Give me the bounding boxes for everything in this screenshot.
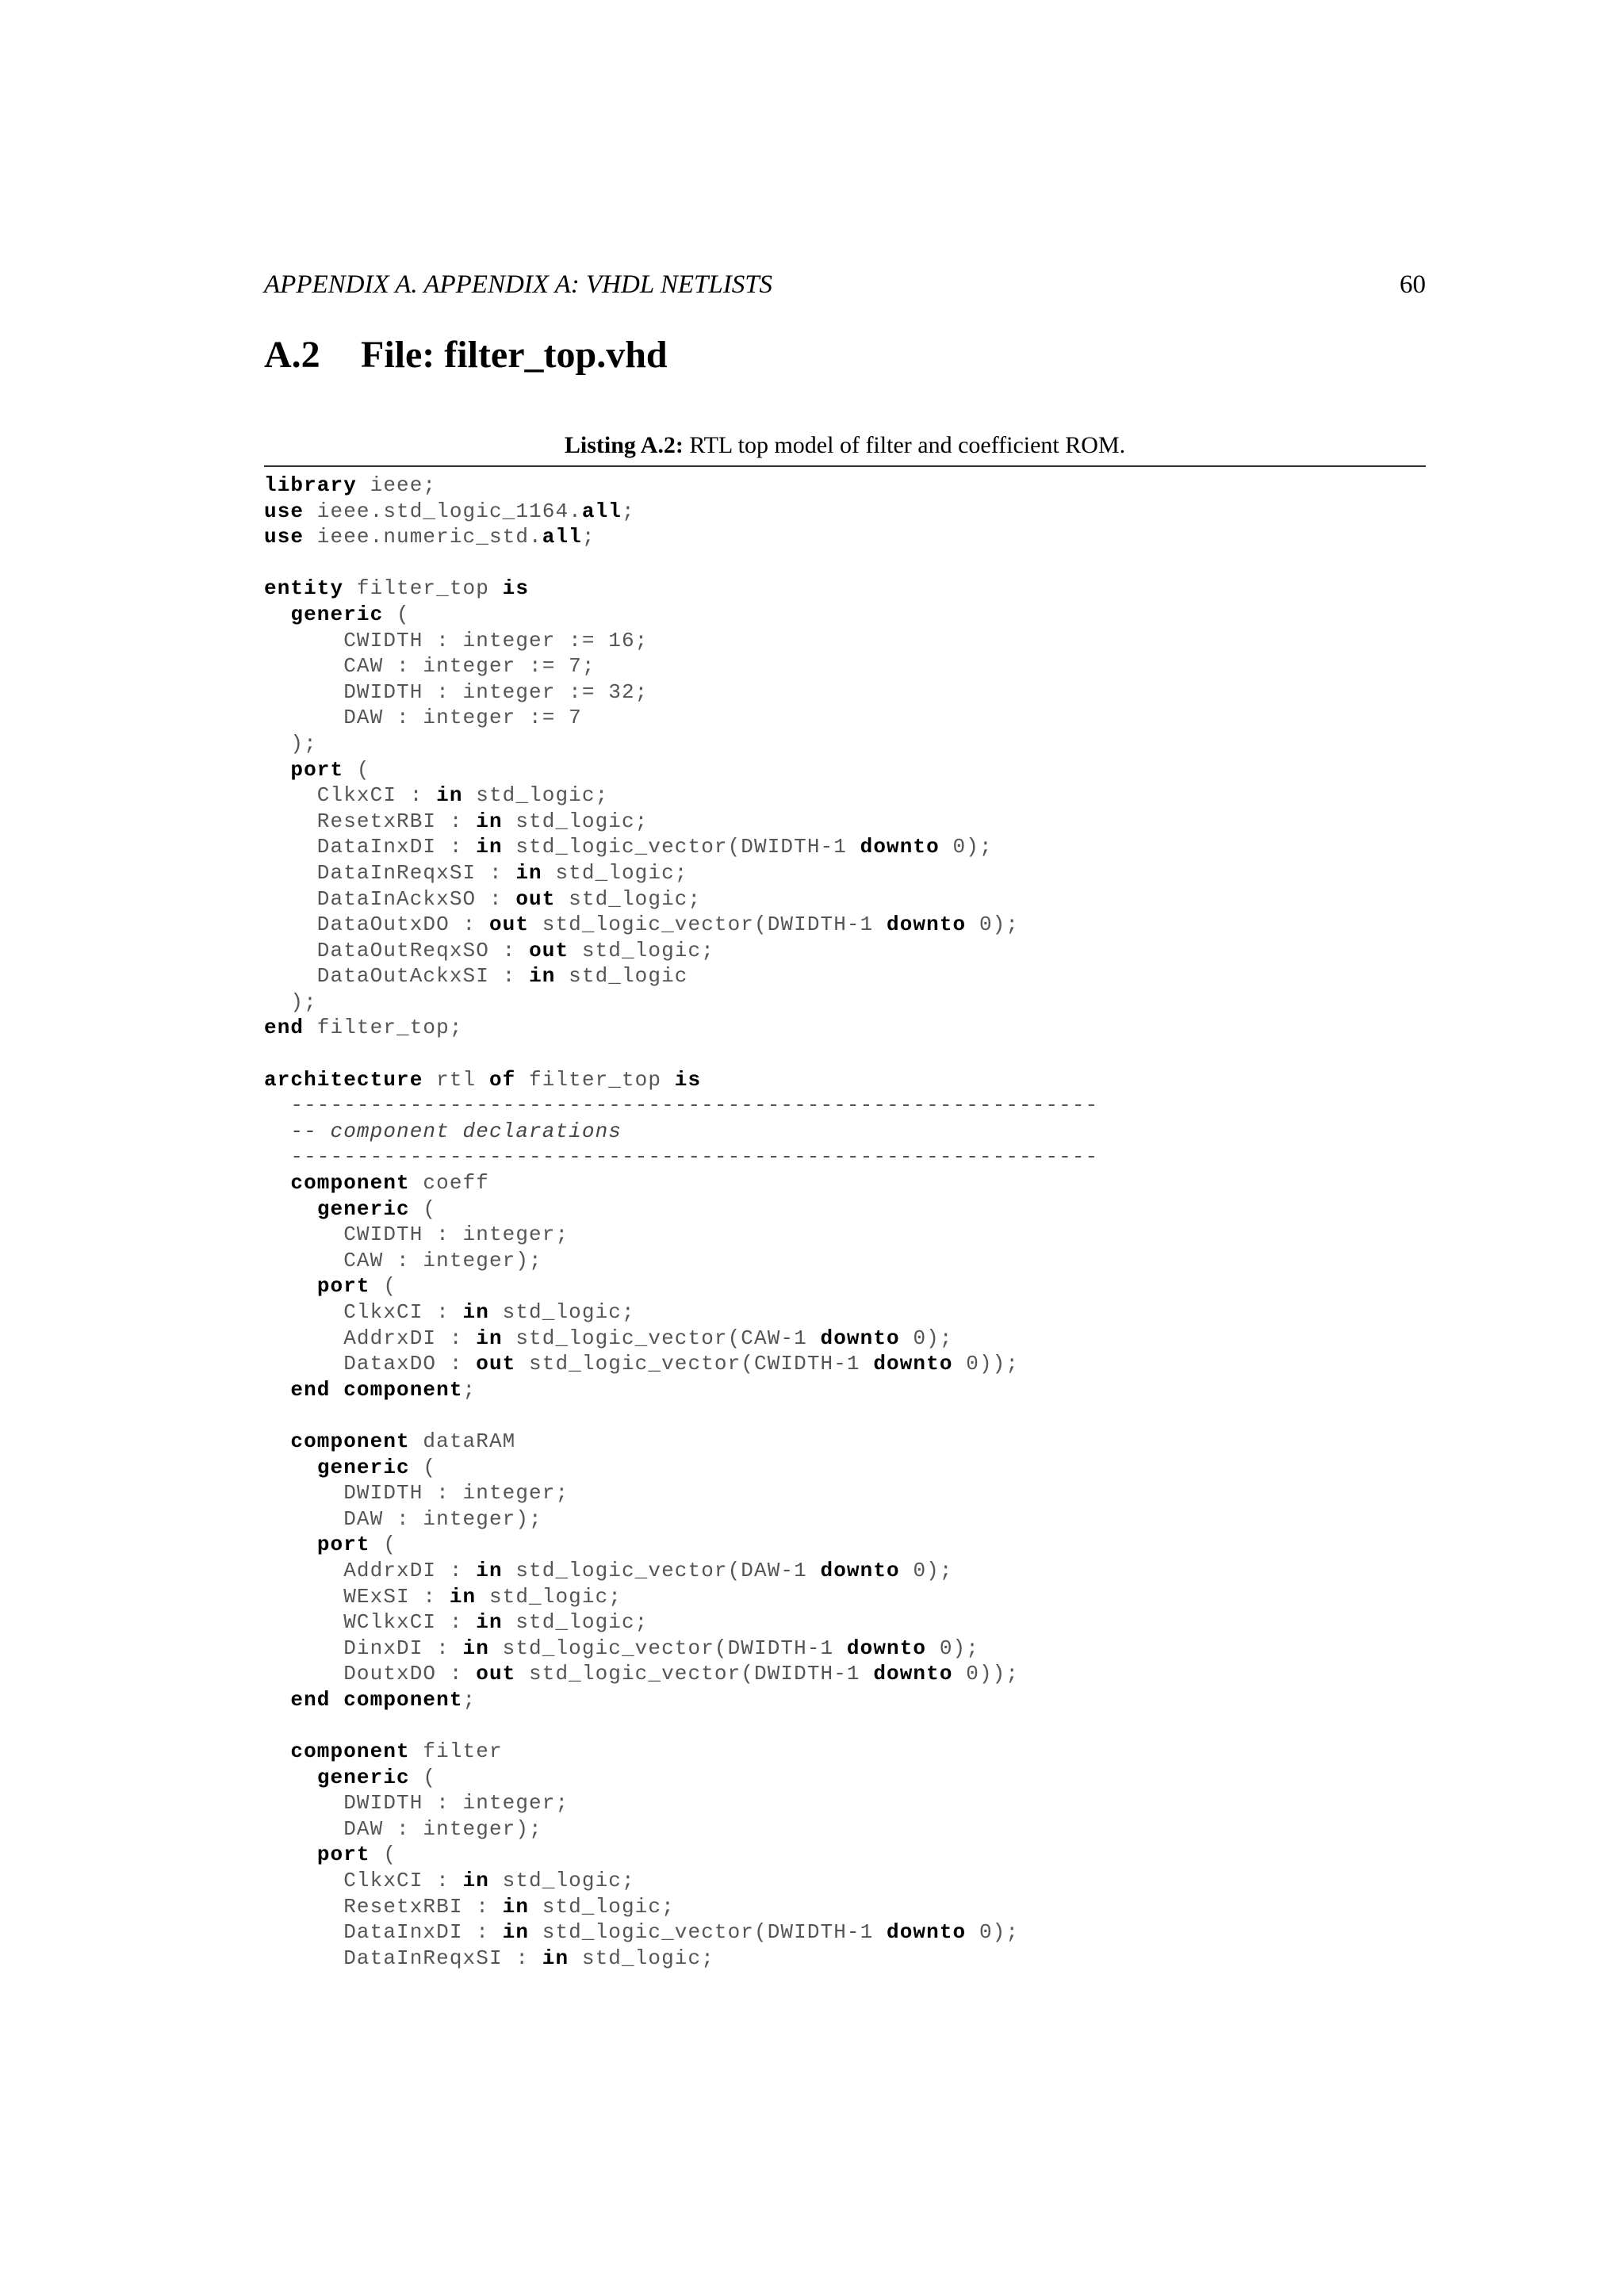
code-text: std_logic_vector(DWIDTH-1: [529, 913, 887, 937]
code-text: (: [370, 1274, 397, 1299]
code-text: );: [264, 731, 317, 756]
code-keyword: all: [542, 525, 582, 549]
code-text: std_logic;: [476, 1584, 622, 1609]
code-keyword: in: [462, 1869, 489, 1893]
code-text: std_logic;: [488, 1300, 635, 1324]
code-line: [264, 963, 1098, 989]
code-line: [264, 1506, 1098, 1533]
code-text: DataxDO :: [264, 1352, 477, 1376]
code-line: [264, 524, 1098, 550]
code-keyword: in: [502, 1920, 530, 1945]
code-text: DataInReqxSI :: [264, 860, 516, 885]
code-keyword: is: [674, 1067, 702, 1092]
code-line: [264, 1661, 1098, 1687]
code-text: ;: [581, 525, 596, 549]
running-header-chapter: APPENDIX A. APPENDIX A: VHDL NETLISTS: [264, 270, 773, 299]
code-text: ClkxCI :: [264, 1869, 463, 1893]
code-text: (: [370, 1843, 397, 1867]
code-line: [264, 860, 1098, 886]
code-text: DataOutReqxSO :: [264, 938, 530, 962]
code-line: [264, 1868, 1098, 1894]
code-text: filter: [409, 1739, 503, 1764]
code-line: [264, 1765, 1098, 1791]
code-text: [264, 1274, 317, 1298]
code-keyword: in: [476, 835, 503, 859]
code-line: [264, 1455, 1098, 1481]
code-keyword: downto: [820, 1326, 900, 1350]
code-text: 0);: [926, 1636, 979, 1660]
code-text: std_logic_vector(DWIDTH-1: [515, 1662, 874, 1686]
code-keyword: port: [290, 757, 344, 782]
code-text: );: [264, 989, 317, 1014]
listing-label: Listing A.2:: [564, 432, 684, 458]
code-keyword: end: [264, 1016, 304, 1040]
code-keyword: in: [515, 860, 542, 885]
code-keyword: entity: [264, 576, 344, 601]
code-text: std_logic;: [529, 1894, 675, 1919]
code-text: [264, 1688, 290, 1712]
code-keyword: downto: [860, 835, 940, 859]
code-line: [264, 912, 1098, 938]
code-text: coeff: [409, 1171, 489, 1196]
code-text: DWIDTH : integer;: [264, 1481, 569, 1506]
code-text: DAW : integer := 7: [264, 706, 582, 730]
code-text: ;: [621, 499, 635, 523]
code-keyword: downto: [873, 1662, 953, 1686]
code-keyword: downto: [820, 1558, 900, 1582]
code-text: [264, 1533, 317, 1556]
code-text: [264, 1378, 290, 1402]
code-line: [264, 550, 1098, 576]
code-text: DAW : integer);: [264, 1506, 542, 1531]
code-text: rtl: [423, 1067, 489, 1092]
code-keyword: generic: [316, 1196, 410, 1221]
code-keyword: in: [476, 1326, 503, 1350]
code-line: [264, 1015, 1098, 1041]
code-text: DoutxDO :: [264, 1662, 477, 1686]
code-text: DataInxDI :: [264, 835, 477, 859]
code-text: DataInxDI :: [264, 1920, 503, 1945]
code-line: [264, 1894, 1098, 1920]
code-keyword: in: [476, 1558, 503, 1582]
code-line: [264, 1196, 1098, 1223]
code-line: [264, 1093, 1098, 1119]
code-keyword: component: [290, 1171, 410, 1196]
code-listing: [264, 473, 1098, 1971]
code-text: CAW : integer := 7;: [264, 654, 596, 679]
code-text: (: [409, 1765, 437, 1789]
code-line: [264, 1919, 1098, 1946]
code-text: 0);: [939, 835, 993, 859]
code-line: [264, 1041, 1098, 1067]
code-text: ResetxRBI :: [264, 1894, 503, 1919]
code-line: [264, 1326, 1098, 1352]
code-text: std_logic;: [502, 809, 649, 833]
code-line: [264, 1119, 1098, 1145]
code-text: std_logic: [555, 964, 688, 989]
code-keyword: in: [476, 809, 503, 833]
code-line: [264, 1377, 1098, 1403]
section-heading: [264, 328, 668, 382]
code-text: 0);: [899, 1558, 953, 1582]
code-keyword: in: [462, 1300, 489, 1324]
code-text: DinxDI :: [264, 1636, 463, 1660]
code-keyword: downto: [846, 1636, 927, 1660]
code-comment: -- component declarations: [290, 1119, 622, 1143]
code-line: [264, 834, 1098, 860]
code-text: std_logic;: [569, 1946, 714, 1970]
code-line: [264, 1739, 1098, 1765]
code-text: [264, 1429, 290, 1453]
code-keyword: in: [502, 1894, 530, 1919]
code-text: std_logic;: [488, 1869, 635, 1893]
code-line: [264, 809, 1098, 835]
code-line: [264, 576, 1098, 602]
code-keyword: component: [290, 1739, 410, 1764]
code-line: [264, 1402, 1098, 1429]
code-keyword: in: [542, 1946, 569, 1970]
code-text: ClkxCI :: [264, 783, 437, 808]
code-line: [264, 1636, 1098, 1662]
code-keyword: use: [264, 499, 304, 523]
code-text: WClkxCI :: [264, 1610, 477, 1635]
code-text: -------------------------------------------------------------: [264, 1145, 1099, 1169]
code-text: ieee;: [356, 473, 437, 497]
code-line: [264, 1222, 1098, 1248]
code-keyword: out: [488, 913, 530, 937]
code-keyword: port: [316, 1533, 370, 1557]
code-text: -------------------------------------------------------------: [264, 1093, 1099, 1118]
code-line: [264, 989, 1098, 1016]
code-line: [264, 1816, 1098, 1843]
code-keyword: end component: [290, 1687, 463, 1712]
code-text: ieee.numeric_std.: [304, 525, 542, 549]
code-text: DataOutxDO :: [264, 913, 489, 937]
code-keyword: port: [316, 1274, 370, 1299]
code-text: DWIDTH : integer;: [264, 1791, 569, 1816]
code-text: 0));: [952, 1352, 1020, 1376]
code-line: [264, 1558, 1098, 1584]
code-text: std_logic;: [462, 783, 609, 808]
code-keyword: port: [316, 1843, 370, 1867]
code-text: std_logic_vector(CWIDTH-1: [515, 1352, 874, 1376]
code-text: DataOutAckxSI :: [264, 964, 530, 989]
page-number: 60: [1400, 270, 1426, 299]
code-text: std_logic_vector(DAW-1: [502, 1558, 821, 1582]
code-keyword: generic: [290, 602, 384, 626]
code-line: [264, 1067, 1098, 1093]
code-text: ieee.std_logic_1164.: [304, 499, 582, 523]
code-text: DAW : integer);: [264, 1816, 542, 1841]
code-keyword: component: [290, 1429, 410, 1453]
code-text: std_logic;: [502, 1610, 649, 1635]
code-line: [264, 499, 1098, 525]
code-text: std_logic_vector(CAW-1: [502, 1326, 821, 1350]
code-keyword: in: [476, 1610, 503, 1635]
code-line: [264, 705, 1098, 731]
running-header: [264, 265, 1426, 304]
code-line: [264, 938, 1098, 964]
code-keyword: out: [476, 1662, 516, 1686]
code-line: [264, 1532, 1098, 1558]
code-line: [264, 757, 1098, 783]
code-line: [264, 473, 1098, 499]
code-text: std_logic;: [555, 886, 702, 911]
code-line: [264, 1299, 1098, 1326]
code-line: [264, 1170, 1098, 1196]
listing-top-rule: [264, 465, 1426, 467]
section-title: File: filter_top.vhd: [361, 334, 668, 376]
code-line: [264, 653, 1098, 679]
code-text: [264, 1171, 290, 1195]
section-number: A.2: [264, 334, 320, 376]
code-text: filter_top: [515, 1067, 675, 1092]
code-keyword: is: [502, 576, 530, 601]
code-keyword: out: [529, 938, 569, 962]
code-line: [264, 1144, 1098, 1170]
listing-caption: [264, 428, 1426, 463]
code-text: (: [409, 1196, 437, 1221]
code-text: std_logic_vector(DWIDTH-1: [502, 835, 860, 859]
code-line: [264, 679, 1098, 706]
code-text: [264, 1456, 317, 1479]
code-keyword: of: [488, 1067, 516, 1092]
code-text: AddrxDI :: [264, 1326, 477, 1350]
code-line: [264, 1429, 1098, 1455]
code-text: dataRAM: [409, 1429, 516, 1453]
code-line: [264, 1351, 1098, 1377]
code-text: AddrxDI :: [264, 1558, 477, 1582]
code-line: [264, 1480, 1098, 1506]
code-text: (: [343, 757, 370, 782]
code-keyword: in: [462, 1636, 489, 1660]
code-text: [264, 1119, 290, 1143]
code-text: CAW : integer);: [264, 1248, 542, 1272]
code-text: [264, 1197, 317, 1221]
code-text: 0);: [899, 1326, 953, 1350]
code-keyword: downto: [887, 1920, 967, 1945]
code-text: DataInReqxSI :: [264, 1946, 542, 1970]
code-text: ;: [462, 1687, 477, 1712]
code-text: CWIDTH : integer := 16;: [264, 628, 649, 652]
code-text: std_logic_vector(DWIDTH-1: [529, 1920, 887, 1945]
code-text: (: [409, 1455, 437, 1479]
code-line: [264, 1790, 1098, 1816]
code-keyword: library: [264, 473, 357, 497]
code-text: std_logic_vector(DWIDTH-1: [488, 1636, 847, 1660]
code-text: [264, 1843, 317, 1866]
code-text: (: [383, 602, 410, 626]
code-keyword: generic: [316, 1455, 410, 1479]
code-line: [264, 1713, 1098, 1739]
code-keyword: architecture: [264, 1067, 423, 1092]
code-keyword: end component: [290, 1377, 463, 1402]
code-text: ;: [462, 1377, 477, 1402]
code-keyword: in: [449, 1584, 477, 1609]
code-text: [264, 1739, 290, 1763]
listing-caption-text: RTL top model of filter and coefficient ROM.: [689, 432, 1126, 458]
code-text: 0));: [952, 1662, 1020, 1686]
code-text: std_logic;: [542, 860, 688, 885]
code-text: filter_top: [343, 576, 503, 601]
code-keyword: downto: [887, 913, 967, 937]
code-keyword: out: [515, 886, 556, 911]
code-text: [264, 603, 290, 626]
code-text: CWIDTH : integer;: [264, 1223, 569, 1247]
code-keyword: out: [476, 1352, 516, 1376]
code-keyword: in: [529, 964, 556, 989]
code-line: [264, 1842, 1098, 1868]
code-line: [264, 783, 1098, 809]
code-text: [264, 758, 290, 782]
code-line: [264, 731, 1098, 757]
code-line: [264, 628, 1098, 654]
code-keyword: all: [581, 499, 622, 523]
code-line: [264, 886, 1098, 913]
code-text: 0);: [966, 913, 1020, 937]
code-text: ResetxRBI :: [264, 809, 477, 833]
code-line: [264, 1273, 1098, 1299]
code-text: WExSI :: [264, 1584, 450, 1609]
code-text: ClkxCI :: [264, 1300, 463, 1324]
code-line: [264, 1687, 1098, 1713]
code-keyword: use: [264, 525, 304, 549]
code-line: [264, 1584, 1098, 1610]
code-line: [264, 1946, 1098, 1972]
code-text: [264, 1766, 317, 1789]
code-keyword: downto: [873, 1352, 953, 1376]
code-line: [264, 602, 1098, 628]
code-text: DataInAckxSO :: [264, 886, 516, 911]
code-keyword: generic: [316, 1765, 410, 1789]
code-text: filter_top;: [304, 1016, 463, 1040]
code-line: [264, 1609, 1098, 1636]
code-text: DWIDTH : integer := 32;: [264, 679, 649, 704]
code-text: 0);: [966, 1920, 1020, 1945]
code-text: std_logic;: [569, 938, 714, 962]
code-text: (: [370, 1533, 397, 1557]
code-keyword: in: [436, 783, 463, 808]
code-line: [264, 1248, 1098, 1274]
